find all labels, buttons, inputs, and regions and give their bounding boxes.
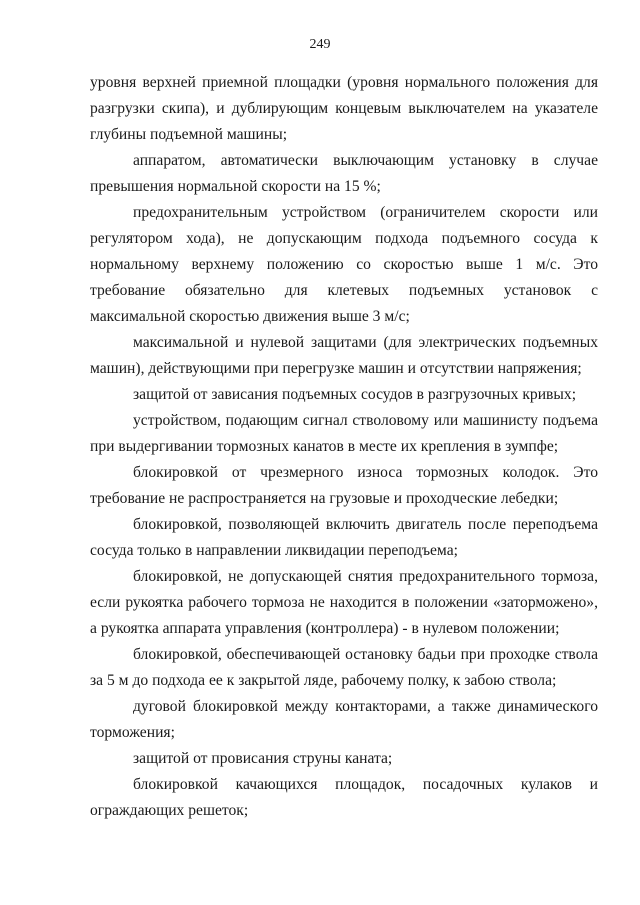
paragraph-brake-wear-interlock: блокировкой от чрезмерного износа тормозных колодок. Это требование не распространяется на грузовые и проходческие лебедки; [90,464,598,507]
paragraph-continuation: уровня верхней приемной площадки (уровня нормального положения для разгрузки скипа), и дублирующим концевым выключателем на указателе глубины подъемной машины; [90,74,598,143]
paragraph-safety-brake-interlock: блокировкой, не допускающей снятия предохранительного тормоза, если рукоятка рабочего тормоза не находится в положении «заторможено», а рукоятка аппарата управления (контроллера) - в нулевом положении; [90,568,598,637]
paragraph-slack-rope-protection: защитой от провисания струны каната; [133,750,393,767]
paragraph-overload-protection: максимальной и нулевой защитами (для электрических подъемных машин), действующими при перегрузке машин и отсутствии напряжения; [90,334,598,377]
page-number: 249 [309,37,331,52]
paragraph-overwind-interlock: блокировкой, позволяющей включить двигатель после переподъема сосуда только в направлении ликвидации переподъема; [90,516,598,559]
paragraph-bucket-stop-interlock: блокировкой, обеспечивающей остановку бадьи при проходке ствола за 5 м до подхода ее к закрытой ляде, рабочему полку, к забою ствола; [90,646,598,689]
document-body [90,70,598,824]
paragraph-rope-signal-device: устройством, подающим сигнал стволовому или машинисту подъема при выдергивании тормозных канатов в месте их крепления в зумпфе; [90,412,598,455]
paragraph-platform-interlock: блокировкой качающихся площадок, посадочных кулаков и ограждающих решеток; [90,776,598,819]
paragraph-safety-speed-limiter: предохранительным устройством (ограничителем скорости или регулятором хода), не допускающим подхода подъемного сосуда к нормальному верхнему положению со скоростью выше 1 м/с. Это требование обязательно для клетевых подъемных установок с максимальной скоростью движения выше 3 м/с; [90,204,598,325]
paragraph-speed-cutoff-device: аппаратом, автоматически выключающим установку в случае превышения нормальной скорости на 15 %; [90,152,598,195]
paragraph-arc-interlock: дуговой блокировкой между контакторами, а также динамического торможения; [90,698,598,741]
paragraph-hang-protection: защитой от зависания подъемных сосудов в разгрузочных кривых; [133,386,577,403]
